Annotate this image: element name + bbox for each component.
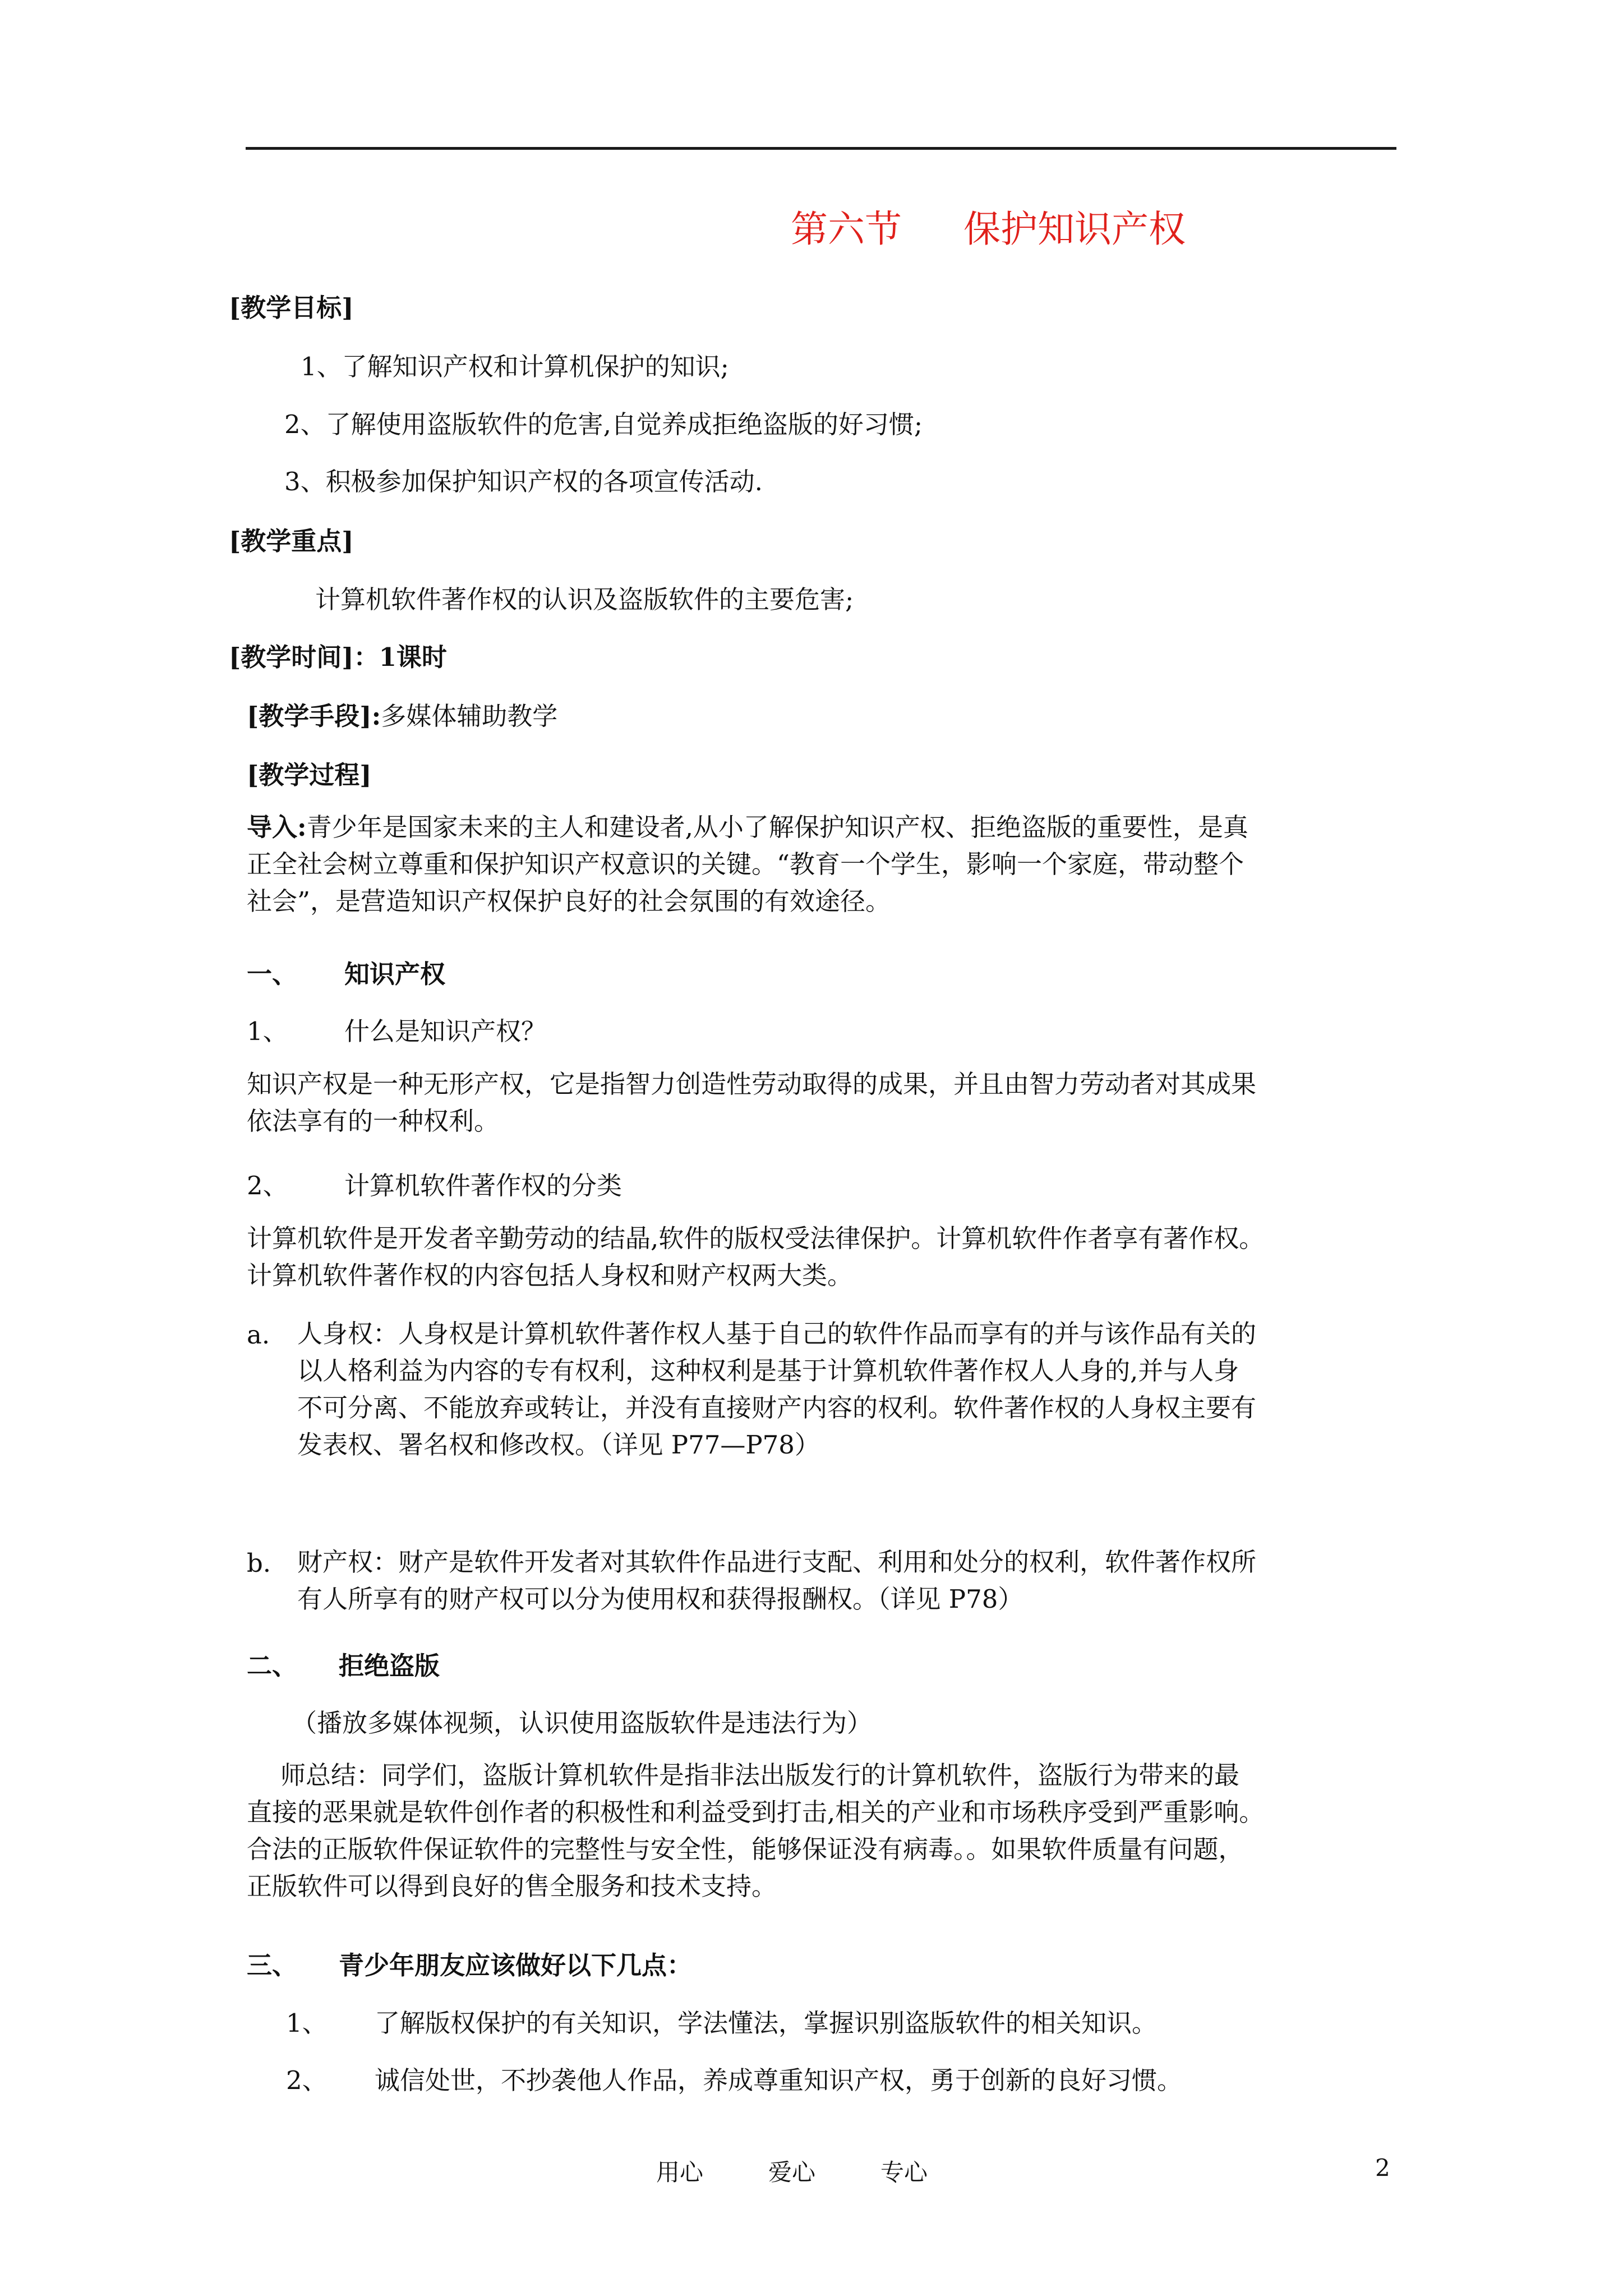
teaching-time-value: 1课时 (379, 642, 447, 672)
section1-number: 一、 (247, 959, 298, 989)
footer-motto: 专心 (880, 2159, 928, 2186)
section1-sub2-title: 计算机软件著作权的分类 (344, 1171, 623, 1200)
paragraph-line: 发表权、署名权和修改权。（详见 P77—P78） (297, 1430, 820, 1460)
teaching-means (247, 696, 557, 732)
section3-number: 三、 (247, 1950, 298, 1980)
section2-number: 二、 (247, 1651, 298, 1681)
paragraph-line: 师总结：同学们，盗版计算机软件是指非法出版发行的计算机软件，盗版行为带来的最 (280, 1760, 1240, 1790)
page-title (791, 199, 1186, 252)
section3-heading: 青少年朋友应该做好以下几点： (339, 1950, 693, 1980)
section3-item-number: 2、 (286, 2065, 328, 2095)
intro-paragraph (247, 809, 1248, 920)
objectives-heading: [教学目标] (229, 293, 354, 323)
paragraph-line: 有人所享有的财产权可以分为使用权和获得报酬权。（详见 P78） (297, 1584, 1023, 1614)
section2-heading: 拒绝盗版 (339, 1651, 440, 1681)
header-rule (246, 147, 1396, 150)
intro-line: 青少年是国家未来的主人和建设者,从小了解保护知识产权、拒绝盗版的重要性，是真 (306, 812, 1248, 842)
section1-sub1-paragraph (247, 1066, 1256, 1140)
paragraph-line: 合法的正版软件保证软件的完整性与安全性，能够保证没有病毒。。如果软件质量有问题， (247, 1834, 1244, 1864)
paragraph-line: 依法享有的一种权利。 (247, 1106, 500, 1136)
paragraph-line: 不可分离、不能放弃或转让，并没有直接财产内容的权利。软件著作权的人身权主要有 (297, 1393, 1257, 1423)
key-points-text: 计算机软件著作权的认识及盗版软件的主要危害; (315, 585, 854, 614)
section3-item-text: 了解版权保护的有关知识，学法懂法，掌握识别盗版软件的相关知识。 (375, 2008, 1158, 2038)
title-topic: 保护知识产权 (963, 208, 1186, 251)
teaching-means-label: [教学手段]: (247, 701, 381, 731)
intro-label: 导入: (247, 812, 307, 842)
section1-heading: 知识产权 (344, 959, 446, 989)
footer-motto: 用心 (656, 2159, 704, 2186)
section1-sub1-title: 什么是知识产权？ (344, 1016, 547, 1046)
section1-sub2-paragraph (247, 1220, 1264, 1294)
item-a-marker: a. (247, 1320, 270, 1350)
paragraph-line: 直接的恶果就是软件创作者的积极性和利益受到打击,相关的产业和市场秩序受到严重影响。 (247, 1797, 1265, 1827)
page-number: 2 (1375, 2154, 1390, 2182)
teaching-means-value: 多媒体辅助教学 (381, 701, 558, 731)
process-heading: [教学过程] (247, 760, 372, 790)
intro-line: 社会”，是营造知识产权保护良好的社会氛围的有效途径。 (247, 886, 891, 916)
objective-item: 1、了解知识产权和计算机保护的知识; (301, 352, 729, 381)
paragraph-line: 计算机软件是开发者辛勤劳动的结晶,软件的版权受法律保护。计算机软件作者享有著作权。 (247, 1223, 1265, 1253)
paragraph-line: 计算机软件著作权的内容包括人身权和财产权两大类。 (247, 1260, 853, 1290)
section1-sub1-number: 1、 (247, 1016, 288, 1046)
section2-summary (247, 1757, 1264, 1905)
paragraph-line: 以人格利益为内容的专有权利，这种权利是基于计算机软件著作权人人身的,并与人身 (297, 1356, 1239, 1386)
paragraph-line: 财产权：财产是软件开发者对其软件作品进行支配、利用和处分的权利，软件著作权所 (297, 1547, 1257, 1577)
teaching-time (229, 637, 447, 673)
key-points-heading: [教学重点] (229, 526, 354, 556)
teaching-time-label: [教学时间]： (229, 642, 379, 672)
paragraph-line: 人身权：人身权是计算机软件著作权人基于自己的软件作品而享有的并与该作品有关的 (297, 1319, 1257, 1349)
title-section: 第六节 (791, 208, 902, 251)
paragraph-line: 知识产权是一种无形产权，它是指智力创造性劳动取得的成果，并且由智力劳动者对其成果 (247, 1069, 1257, 1099)
section3-item-text: 诚信处世，不抄袭他人作品，养成尊重知识产权，勇于创新的良好习惯。 (375, 2065, 1183, 2095)
objective-item: 2、了解使用盗版软件的危害,自觉养成拒绝盗版的好习惯; (284, 409, 923, 439)
item-b-paragraph (297, 1544, 1256, 1618)
item-b-marker: b. (247, 1548, 271, 1578)
objective-item: 3、积极参加保护知识产权的各项宣传活动. (284, 467, 763, 496)
section3-item-number: 1、 (286, 2008, 328, 2038)
section2-note: （播放多媒体视频，认识使用盗版软件是违法行为） (292, 1708, 873, 1738)
intro-line: 正全社会树立尊重和保护知识产权意识的关键。“教育一个学生，影响一个家庭，带动整个 (247, 849, 1244, 879)
item-a-paragraph (297, 1315, 1256, 1464)
footer-motto: 爱心 (768, 2159, 816, 2186)
paragraph-line: 正版软件可以得到良好的售全服务和技术支持。 (247, 1871, 777, 1901)
section1-sub2-number: 2、 (247, 1171, 288, 1200)
